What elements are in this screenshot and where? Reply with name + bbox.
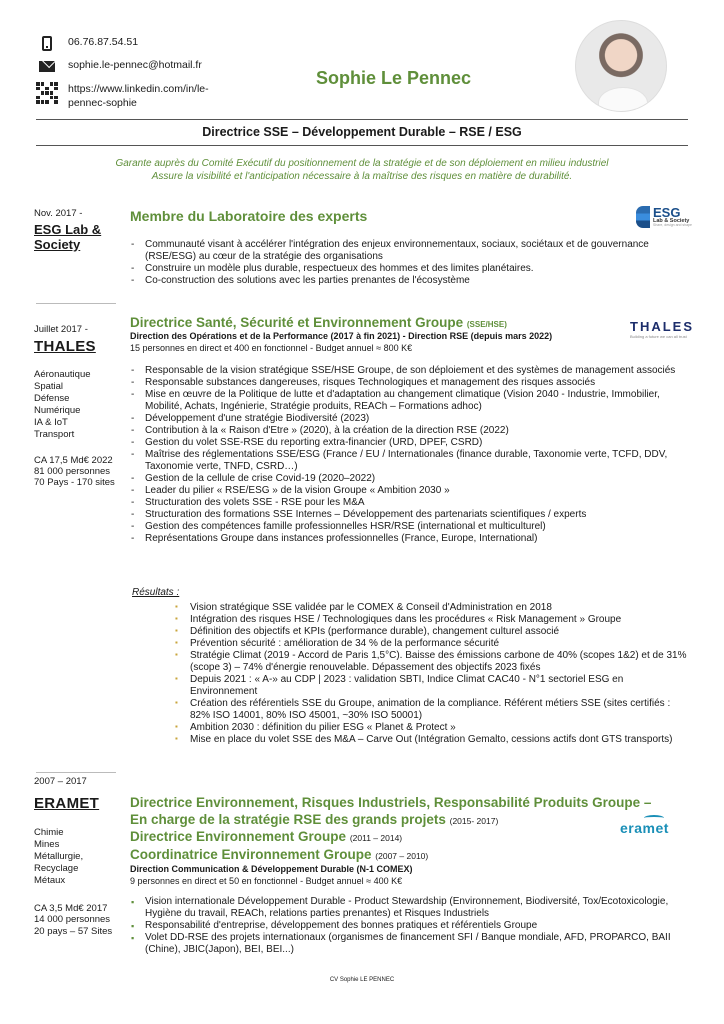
contact-linkedin [36, 82, 209, 110]
contact-phone [36, 36, 138, 51]
list-item: - Gestion des compétences famille professionnelles HSR/RSE (international et multiculturel) [128, 521, 690, 533]
list-item: ▪ Depuis 2021 : « A-» au CDP | 2023 : validation SBTI, Indice Climat CAC40 - N°1 sectoriel ESG en Environnement [172, 674, 692, 698]
eramet-sectors: Chimie Mines Métallurgie, Recyclage Métaux [34, 827, 84, 886]
contact-email [36, 59, 202, 72]
eramet-role-title-3: Directrice Environnement Groupe (2011 – 2014) [130, 829, 403, 844]
list-item: ▪ Stratégie Climat (2019 - Accord de Paris 1,5°C). Baisse des émissions carbone de 40% (scopes 1&2) et de 31% (scope 3) – 74% d'énergie renouvelable. Dépassement des objectifs 2023 fixés [172, 650, 692, 674]
thales-bullets [128, 365, 690, 545]
list-item: ▪ Vision stratégique SSE validée par le COMEX & Conseil d'Administration en 2018 [172, 602, 692, 614]
linkedin-link[interactable]: https://www.linkedin.com/in/le- pennec-sophie [68, 83, 209, 110]
divider-top [36, 119, 688, 120]
phone-icon [36, 36, 58, 51]
eramet-role-title-1: Directrice Environnement, Risques Industriels, Responsabilité Produits Groupe – [130, 795, 652, 810]
list-item: - Représentations Groupe dans instances professionnelles (France, Europe, International) [128, 533, 690, 545]
tagline-1: Garante auprès du Comité Exécutif du positionnement de la stratégie et de son déploiement en milieu industriel [115, 158, 609, 169]
list-item: ▪ Vision internationale Développement Durable - Product Stewardship (Environnement, Biodiversité, Tox/Ecotoxicologie, Hygiène du travail, REACh, relations parties prenantes) et Risques Industriels [128, 896, 688, 920]
list-item: - Maîtrise des réglementations SSE/ESG (France / EU / Internationales (finance durable, Taxonomie verte, TCFD, DDV, Taxonomie verte, TNFD, CSRD…) [128, 449, 690, 473]
esg-logo-mark-icon [636, 206, 650, 228]
eramet-left-column [34, 776, 124, 937]
esg-role-title: Membre du Laboratoire des experts [130, 208, 368, 224]
eramet-stats: CA 3,5 Md€ 2017 14 000 personnes 20 pays – 57 Sites [34, 902, 113, 937]
profile-photo [575, 20, 667, 112]
thales-logo: THALES Building a future we can all trust [630, 319, 694, 339]
envelope-icon [36, 59, 58, 72]
thales-left-column [34, 324, 124, 489]
list-item: - Responsable de la vision stratégique SSE/HSE Groupe, de son déploiement et des systèmes de management associés [128, 365, 690, 377]
list-item: - Co-construction des solutions avec les parties prenantes de l'écosystème [128, 275, 688, 287]
candidate-name: Sophie Le Pennec [316, 68, 472, 88]
list-item: ▪ Mise en place du volet SSE des M&A – Carve Out (Intégration Gemalto, cessions actifs dont GTS transports) [172, 734, 692, 746]
eramet-team: 9 personnes en direct et 50 en fonctionnel - Budget annuel ≈ 400 K€ [130, 876, 403, 886]
section-divider [36, 303, 116, 304]
list-item: - Mise en œuvre de la Politique de lutte et d'adaptation au changement climatique (Vision 2040 - Industrie, Immobilier, Mobilité, Achats, Ingénierie, Stratégie produits, REACh – Formations adhoc) [128, 389, 690, 413]
tagline-2: Assure la visibilité et l'anticipation nécessaire à la maîtrise des risques en matière de durabilité. [151, 171, 573, 182]
list-item: ▪ Création des référentiels SSE du Groupe, animation de la compliance. Référent métiers SSE (sites certifiés : 82% ISO 14001, 80% ISO 45001, ~30% ISO 50001) [172, 698, 692, 722]
qr-code-icon [36, 82, 58, 104]
esg-bullets [128, 239, 688, 287]
thales-date: Juillet 2017 - [34, 324, 88, 335]
thales-sectors: Aéronautique Spatial Défense Numérique IA & IoT Transport [34, 369, 91, 440]
email-link[interactable]: sophie.le-pennec@hotmail.fr [68, 59, 202, 71]
list-item: - Leader du pilier « RSE/ESG » de la vision Groupe « Ambition 2030 » [128, 485, 690, 497]
eramet-date: 2007 – 2017 [34, 776, 87, 787]
thales-team: 15 personnes en direct et 400 en fonctionnel - Budget annuel ≈ 800 K€ [130, 343, 413, 353]
list-item: ▪ Responsabilité d'entreprise, développement des bonnes pratiques et référentiels Groupe [128, 920, 688, 932]
esg-date: Nov. 2017 - [34, 208, 83, 219]
list-item: ▪ Ambition 2030 : définition du pilier ESG « Planet & Protect » [172, 722, 692, 734]
section-divider [36, 772, 116, 773]
eramet-role-title-2: En charge de la stratégie RSE des grands projets (2015- 2017) [130, 812, 499, 827]
list-item: - Gestion du volet SSE-RSE du reporting extra-financier (URD, DPEF, CSRD) [128, 437, 690, 449]
list-item: - Développement d'une stratégie Biodiversité (2023) [128, 413, 690, 425]
list-item: - Gestion de la cellule de crise Covid-19 (2020–2022) [128, 473, 690, 485]
thales-results [172, 602, 692, 746]
results-label: Résultats : [132, 587, 180, 598]
divider-headline [36, 145, 688, 146]
thales-role-title: Directrice Santé, Sécurité et Environnement Groupe (SSE/HSE) [130, 315, 507, 330]
thales-stats: CA 17,5 Md€ 2022 81 000 personnes 70 Pays - 170 sites [34, 454, 115, 489]
list-item: - Contribution à la « Raison d'Etre » (2020), à la création de la direction RSE (2022) [128, 425, 690, 437]
eramet-company: ERAMET [34, 795, 100, 813]
list-item: ▪ Volet DD-RSE des projets internationaux (organismes de financement SFI / Banque mondiale, AFD, PROPARCO, BAII (Chine), JBIC(Japon), BEI, BEI...) [128, 932, 688, 956]
eramet-role-title-4: Coordinatrice Environnement Groupe (2007 – 2010) [130, 847, 429, 862]
list-item: - Construire un modèle plus durable, respectueux des hommes et des limites planétaires. [128, 263, 688, 275]
footer: CV Sophie LE PENNEC [329, 977, 395, 983]
esg-logo: ESG Lab & Society Share, design and shape [636, 206, 692, 228]
list-item: ▪ Prévention sécurité : amélioration de 34 % de la performance sécurité [172, 638, 692, 650]
phone-number[interactable]: 06.76.87.54.51 [68, 36, 139, 48]
list-item: - Structuration des volets SSE - RSE pour les M&A [128, 497, 690, 509]
list-item: - Communauté visant à accélérer l'intégration des enjeux environnementaux, sociaux, sociétaux et de gouvernance (RSE/ESG) au cœur de la stratégie des organisations [128, 239, 688, 263]
eramet-logo: eramet [620, 820, 669, 836]
thales-direction: Direction des Opérations et de la Performance (2017 à fin 2021) - Direction RSE (depuis mars 2022) [130, 331, 553, 341]
list-item: - Structuration des formations SSE Internes – Développement des partenariats scientifiques / experts [128, 509, 690, 521]
list-item: ▪ Intégration des risques HSE / Technologiques dans les procédures « Risk Management » Groupe [172, 614, 692, 626]
eramet-bullets [128, 896, 688, 956]
esg-company: ESG Lab & Society [34, 222, 102, 252]
list-item: ▪ Définition des objectifs et KPIs (performance durable), changement culturel associé [172, 626, 692, 638]
esg-left-column [34, 208, 124, 252]
headline: Directrice SSE – Développement Durable – RSE / ESG [202, 125, 522, 139]
eramet-direction: Direction Communication & Développement Durable (N-1 COMEX) [130, 864, 413, 874]
thales-company: THALES [34, 338, 96, 356]
list-item: - Responsable substances dangereuses, risques Technologiques et management des risques associés [128, 377, 690, 389]
